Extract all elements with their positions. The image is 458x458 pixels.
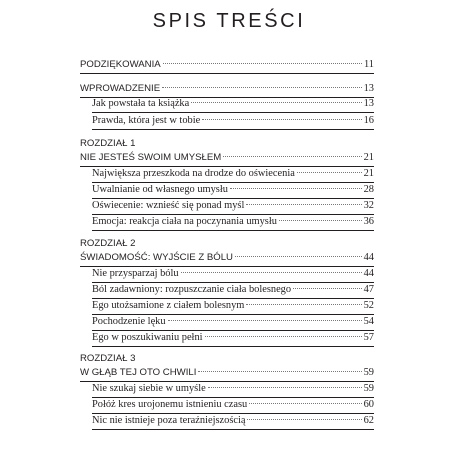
toc-entry-wprowadzenie[interactable] — [80, 82, 374, 98]
toc-subentry-label: Największa przeszkoda na drodze do oświecenia — [92, 168, 295, 179]
toc-subentry-label: Ból zadawniony: rozpuszczanie ciała bolesnego — [92, 284, 292, 295]
dot-leader — [198, 371, 361, 372]
toc-subentry-label: Ego w poszukiwaniu pełni — [92, 332, 203, 343]
toc-subentry[interactable] — [92, 215, 374, 231]
dot-leader — [293, 288, 362, 289]
dot-leader — [208, 387, 362, 388]
toc-subentry-page: 54 — [363, 316, 374, 327]
toc-subentry[interactable] — [92, 97, 374, 113]
toc-subentry-page: 52 — [363, 300, 374, 311]
toc-chapter-title[interactable] — [80, 366, 374, 382]
toc-subentry-label: Oświecenie: wznieść się ponad myśl — [92, 200, 245, 211]
toc-subentry-label: Pochodzenie lęku — [92, 316, 166, 327]
toc-subentry-page: 36 — [363, 216, 374, 227]
toc-subentry-label: Nie szukaj siebie w umyśle — [92, 383, 206, 394]
toc-subentry-page: 59 — [363, 383, 374, 394]
toc-subentry-label: Jak powstała ta książka — [92, 98, 190, 109]
toc-subentry[interactable] — [92, 199, 374, 215]
toc-subentry-page: 57 — [363, 332, 374, 343]
chapter-title-page: 44 — [363, 252, 374, 263]
toc-entry-label: PODZIĘKOWANIA — [80, 59, 161, 70]
toc-subentry-label: Uwalnianie od własnego umysłu — [92, 184, 228, 195]
toc-subentry-label: Prawda, która jest w tobie — [92, 115, 201, 126]
toc-subentry[interactable] — [92, 299, 374, 315]
dot-leader — [163, 63, 362, 64]
toc-chapter-title[interactable] — [80, 151, 374, 167]
dot-leader — [235, 256, 362, 257]
chapter-title-label: NIE JESTEŚ SWOIM UMYSŁEM — [80, 152, 222, 163]
toc-entry-page: 13 — [363, 83, 374, 94]
toc-subentry[interactable] — [92, 267, 374, 283]
toc-subentry-label: Nie przysparzaj bólu — [92, 268, 179, 279]
chapter-title-label: W GŁĄB TEJ OTO CHWILI — [80, 367, 197, 378]
toc-subentry[interactable] — [92, 114, 374, 130]
toc-subentry-label: Ego utożsamione z ciałem bolesnym — [92, 300, 245, 311]
dot-leader — [246, 204, 361, 205]
chapter-title-label: ŚWIADOMOŚĆ: WYJŚCIE Z BÓLU — [80, 252, 233, 263]
dot-leader — [230, 188, 362, 189]
toc-chapter-title[interactable] — [80, 251, 374, 267]
dot-leader — [168, 320, 362, 321]
chapter-number: ROZDZIAŁ 2 — [80, 238, 136, 249]
toc-entry-podziekowania[interactable] — [80, 58, 374, 74]
dot-leader — [223, 156, 361, 157]
toc-subentry[interactable] — [92, 331, 374, 347]
toc-subentry[interactable] — [92, 183, 374, 199]
toc-subentry-page: 60 — [363, 399, 374, 410]
toc-subentry[interactable] — [92, 283, 374, 299]
dot-leader — [297, 172, 362, 173]
chapter-number: ROZDZIAŁ 3 — [80, 353, 136, 364]
toc-entry-page: 11 — [363, 59, 374, 70]
dot-leader — [247, 419, 361, 420]
dot-leader — [249, 403, 361, 404]
toc-subentry[interactable] — [92, 315, 374, 331]
toc-subentry-page: 62 — [363, 415, 374, 426]
toc-subentry[interactable] — [92, 382, 374, 398]
dot-leader — [279, 220, 362, 221]
toc-subentry[interactable] — [92, 167, 374, 183]
chapter-title-page: 21 — [363, 152, 374, 163]
toc-subentry-page: 21 — [363, 168, 374, 179]
toc-subentry-label: Nic nie istnieje poza teraźniejszością — [92, 415, 246, 426]
dot-leader — [246, 304, 361, 305]
toc-subentry-page: 13 — [363, 98, 374, 109]
toc-subentry[interactable] — [92, 398, 374, 414]
toc-subentry[interactable] — [92, 414, 374, 430]
toc-subentry-page: 44 — [363, 268, 374, 279]
dot-leader — [202, 119, 361, 120]
dot-leader — [181, 272, 362, 273]
toc-subentry-label: Emocja: reakcja ciała na poczynania umysłu — [92, 216, 277, 227]
dot-leader — [205, 336, 362, 337]
toc-subentry-page: 16 — [363, 115, 374, 126]
toc-subentry-page: 28 — [363, 184, 374, 195]
toc-subentry-page: 47 — [363, 284, 374, 295]
chapter-title-page: 59 — [363, 367, 374, 378]
dot-leader — [191, 102, 361, 103]
toc-entry-label: WPROWADZENIE — [80, 83, 161, 94]
chapter-number: ROZDZIAŁ 1 — [80, 138, 136, 149]
toc-subentry-page: 32 — [363, 200, 374, 211]
toc-subentry-label: Połóż kres urojonemu istnieniu czasu — [92, 399, 248, 410]
page-title: SPIS TREŚCI — [152, 10, 306, 32]
dot-leader — [162, 87, 361, 88]
